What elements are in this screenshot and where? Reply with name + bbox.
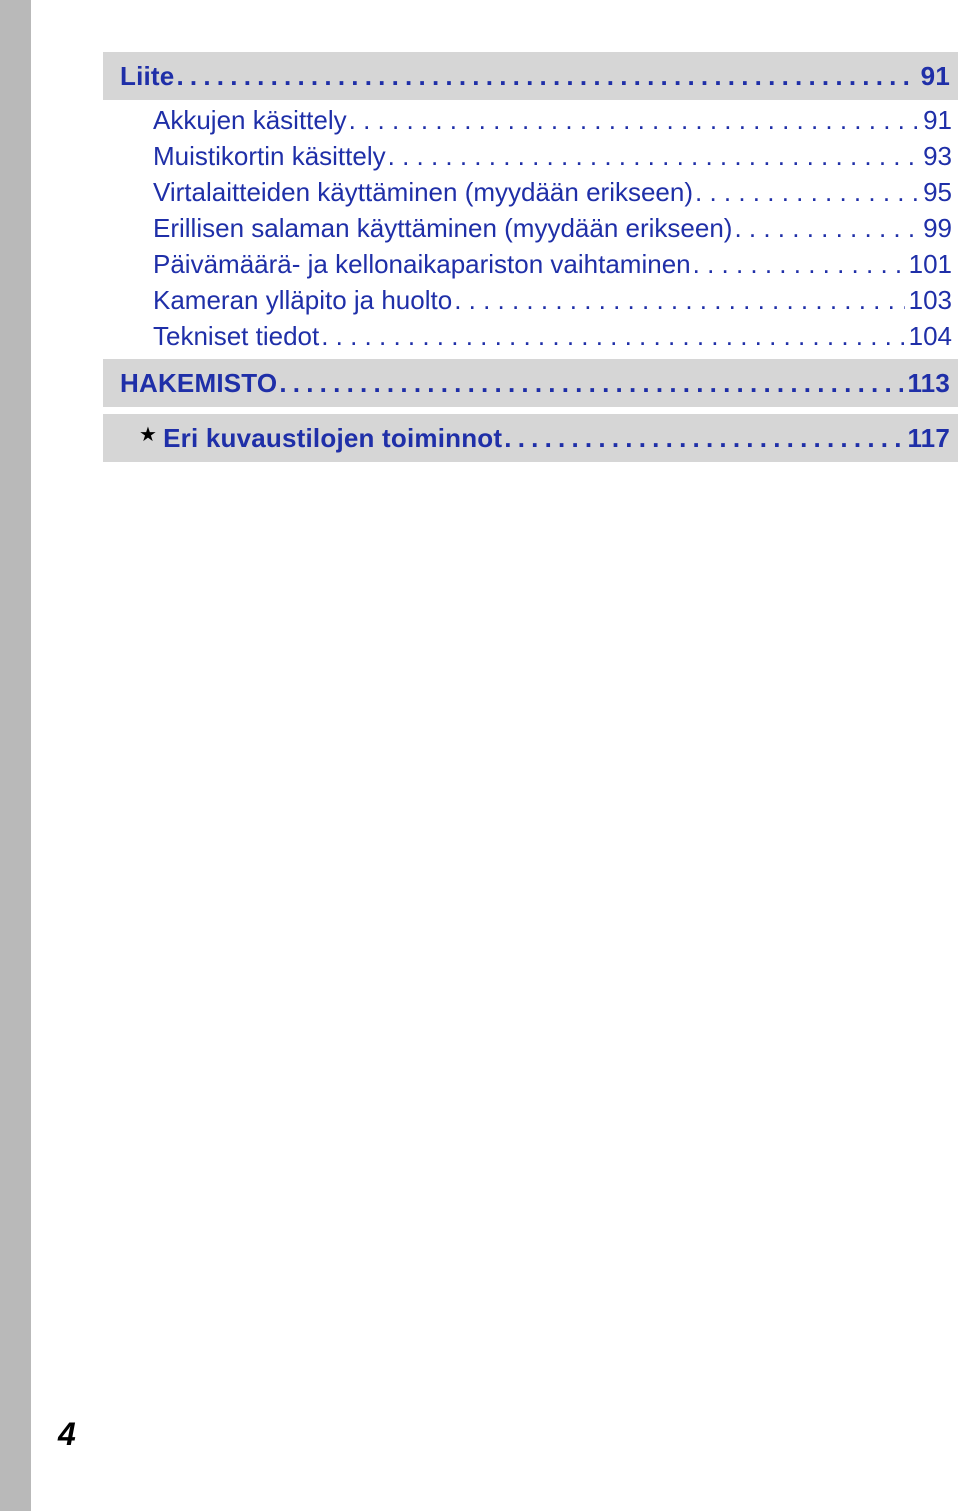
dot-leader <box>695 174 919 210</box>
toc-entry-title: Päivämäärä- ja kellonaikapariston vaihtaminen <box>153 249 691 279</box>
dot-leader <box>454 282 904 318</box>
toc-entry-title: Tekniset tiedot <box>153 321 320 351</box>
toc-page-number: 91 <box>923 105 952 135</box>
page-number: 4 <box>58 1416 76 1452</box>
dot-leader <box>279 368 903 399</box>
toc-page-number: 95 <box>923 177 952 207</box>
toc-section-title: Liite <box>120 60 175 91</box>
dot-leader <box>388 138 919 174</box>
toc-entry-muistikortin-kasittely[interactable] <box>153 138 952 174</box>
toc-page-number: 117 <box>907 422 950 453</box>
dot-leader <box>321 318 904 354</box>
toc-entry-kameran-yllapito[interactable] <box>153 282 952 318</box>
toc-entry-pariston-vaihtaminen[interactable] <box>153 246 952 282</box>
toc-entry-title: Erillisen salaman käyttäminen (myydään erikseen) <box>153 213 733 243</box>
toc-entry-virtalaitteiden-kayttaminen[interactable] <box>153 174 952 210</box>
dot-leader <box>349 102 919 138</box>
star-icon: ★ <box>139 423 158 446</box>
dot-leader <box>176 61 916 92</box>
side-bar <box>0 0 31 1511</box>
dot-leader <box>504 423 903 454</box>
toc-section-liite[interactable] <box>103 52 958 100</box>
toc-page-number: 99 <box>923 213 952 243</box>
toc-page-number: 113 <box>907 367 950 398</box>
dot-leader <box>734 210 919 246</box>
toc-entry-akkujen-kasittely[interactable] <box>153 102 952 138</box>
toc-entry-erillisen-salaman-kayttaminen[interactable] <box>153 210 952 246</box>
toc-entry-title: Muistikortin käsittely <box>153 141 386 171</box>
toc-page-number: 104 <box>908 321 952 351</box>
toc-entry-title: Akkujen käsittely <box>153 105 347 135</box>
toc-section-title: HAKEMISTO <box>120 367 278 398</box>
liite-entries <box>103 102 958 354</box>
toc-page-number: 93 <box>923 141 952 171</box>
toc-section-title: Eri kuvaustilojen toiminnot <box>163 422 503 453</box>
toc-entry-title: Kameran ylläpito ja huolto <box>153 285 453 315</box>
toc-entry-title: Virtalaitteiden käyttäminen (myydään erikseen) <box>153 177 694 207</box>
table-of-contents <box>103 52 958 462</box>
toc-page-number: 101 <box>908 249 952 279</box>
toc-page-number: 103 <box>908 285 952 315</box>
toc-section-hakemisto[interactable] <box>103 359 958 407</box>
toc-section-eri-kuvaustilojen-toiminnot[interactable] <box>103 414 958 462</box>
toc-entry-tekniset-tiedot[interactable] <box>153 318 952 354</box>
toc-page-number: 91 <box>920 60 950 91</box>
dot-leader <box>693 246 905 282</box>
